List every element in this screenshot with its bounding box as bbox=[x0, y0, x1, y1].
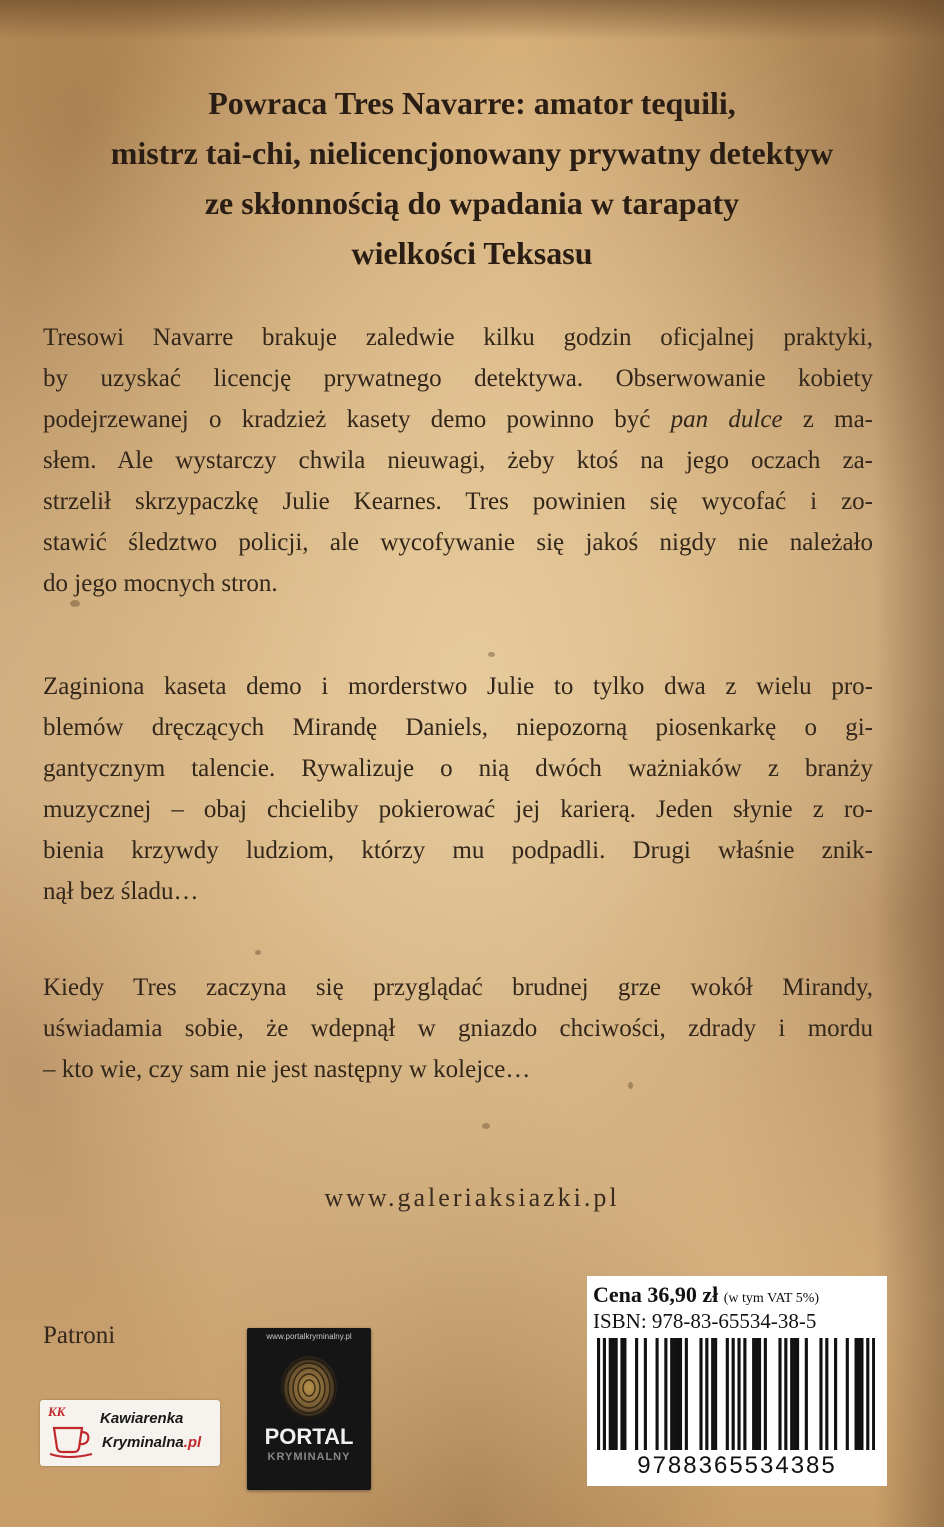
barcode-bar bbox=[866, 1338, 869, 1450]
paragraph-line: bienia krzywdy ludziom, którzy mu podpadli. Drugi właśnie znik- bbox=[43, 837, 873, 864]
portal-url: www.portalkryminalny.pl bbox=[266, 1332, 352, 1341]
kawiarenka-title: Kawiarenka bbox=[100, 1410, 184, 1427]
publisher-website: www.galeriaksiazki.pl bbox=[324, 1183, 620, 1212]
paragraph-line: do jego mocnych stron. bbox=[43, 570, 278, 597]
paragraph-line: – kto wie, czy sam nie jest następny w kolejce… bbox=[43, 1056, 531, 1083]
barcode-bar bbox=[699, 1338, 702, 1450]
paragraph-line: stawić śledztwo policji, ale wycofywanie się jakoś nigdy nie należało bbox=[43, 529, 873, 556]
paragraph-line: słem. Ale wystarczy chwila nieuwagi, żeby ktoś na jego oczach za- bbox=[43, 447, 873, 474]
stain-spot bbox=[488, 652, 495, 657]
portal-name: PORTAL bbox=[264, 1424, 354, 1449]
price: Cena 36,90 zł bbox=[593, 1282, 719, 1307]
barcode-bar bbox=[834, 1338, 837, 1450]
barcode-bar bbox=[784, 1338, 787, 1450]
barcode-bar bbox=[644, 1338, 647, 1450]
barcode-bar bbox=[855, 1338, 858, 1450]
barcode-bar bbox=[705, 1338, 708, 1450]
stain-spot bbox=[255, 950, 261, 955]
paragraph-line: Kiedy Tres zaczyna się przyglądać brudnej grze wokół Mirandy, bbox=[43, 974, 873, 1001]
paragraph-2 bbox=[43, 666, 873, 912]
barcode-bar bbox=[673, 1338, 676, 1450]
barcode-bar bbox=[597, 1338, 600, 1450]
headline-line: Powraca Tres Navarre: amator tequili, bbox=[208, 85, 736, 121]
barcode-bar bbox=[679, 1338, 682, 1450]
paragraph-line: nął bez śladu… bbox=[43, 878, 199, 905]
barcode-bar bbox=[857, 1338, 860, 1450]
kk-mark: KK bbox=[48, 1404, 66, 1419]
kawiarenka-kryminalna-logo bbox=[40, 1400, 220, 1466]
barcode-bar bbox=[612, 1338, 615, 1450]
paragraph-line: blemów dręczących Mirandę Daniels, niepozorną piosenkarkę o gi- bbox=[43, 714, 873, 741]
barcode-bar bbox=[664, 1338, 667, 1450]
barcode-bar bbox=[846, 1338, 849, 1450]
headline-line: wielkości Teksasu bbox=[351, 235, 593, 271]
kryminalna-title: Kryminalna bbox=[102, 1434, 184, 1451]
stain-spot bbox=[482, 1123, 490, 1129]
barcode-bar bbox=[676, 1338, 679, 1450]
price-line bbox=[593, 1282, 819, 1308]
headline bbox=[40, 78, 904, 278]
coffee-cup-icon bbox=[48, 1420, 96, 1458]
barcode-bar bbox=[805, 1338, 808, 1450]
barcode-bar bbox=[711, 1338, 714, 1450]
barcode-bar bbox=[656, 1338, 659, 1450]
barcode-bar bbox=[609, 1338, 612, 1450]
paragraph-3 bbox=[43, 967, 873, 1090]
barcode-bar bbox=[603, 1338, 606, 1450]
barcode-bar bbox=[825, 1338, 828, 1450]
paragraph-line: strzelił skrzypaczkę Julie Kearnes. Tres powinien się wycofać i zo- bbox=[43, 488, 873, 515]
barcode bbox=[597, 1338, 875, 1450]
kryminalna-line bbox=[102, 1434, 201, 1451]
barcode-bar bbox=[796, 1338, 799, 1450]
barcode-bar bbox=[726, 1338, 729, 1450]
barcode-bar bbox=[732, 1338, 735, 1450]
paragraph-line bbox=[43, 399, 873, 440]
paragraph-line: muzycznej – obaj chcieliby pokierować jej karierą. Jeden słynie z ro- bbox=[43, 796, 873, 823]
barcode-bar bbox=[743, 1338, 746, 1450]
fingerprint-icon bbox=[277, 1352, 341, 1422]
barcode-bar bbox=[793, 1338, 796, 1450]
barcode-bar bbox=[685, 1338, 688, 1450]
barcode-bar bbox=[752, 1338, 755, 1450]
patroni-label: Patroni bbox=[43, 1322, 116, 1349]
paragraph-line: Tresowi Navarre brakuje zaledwie kilku godzin oficjalnej praktyki, bbox=[43, 324, 873, 351]
kryminalna-domain-suffix: .pl bbox=[183, 1434, 202, 1451]
barcode-bar bbox=[790, 1338, 793, 1450]
barcode-bar bbox=[620, 1338, 623, 1450]
italic-phrase: pan dulce bbox=[670, 406, 783, 433]
price-isbn-box bbox=[587, 1276, 887, 1486]
paragraph-1 bbox=[43, 317, 873, 604]
barcode-bar bbox=[737, 1338, 740, 1450]
portal-kryminalny-logo bbox=[247, 1328, 371, 1490]
paragraph-line: Zaginiona kaseta demo i morderstwo Julie to tylko dwa z wielu pro- bbox=[43, 673, 873, 700]
barcode-bar bbox=[670, 1338, 673, 1450]
headline-line: mistrz tai-chi, nielicencjonowany prywatny detektyw bbox=[110, 135, 834, 171]
barcode-bar bbox=[819, 1338, 822, 1450]
barcode-bar bbox=[755, 1338, 758, 1450]
barcode-bar bbox=[778, 1338, 781, 1450]
barcode-digits: 9788365534385 bbox=[637, 1452, 837, 1479]
barcode-bar bbox=[623, 1338, 626, 1450]
barcode-bar bbox=[714, 1338, 717, 1450]
paragraph-line: uświadamia sobie, że wdepnął w gniazdo chciwości, zdrady i mordu bbox=[43, 1015, 873, 1042]
barcode-bar bbox=[635, 1338, 638, 1450]
barcode-bar bbox=[860, 1338, 863, 1450]
portal-subtitle: KRYMINALNY bbox=[267, 1451, 351, 1463]
barcode-bar bbox=[764, 1338, 767, 1450]
headline-line: ze skłonnością do wpadania w tarapaty bbox=[204, 185, 740, 221]
cover-top-shading bbox=[0, 0, 944, 40]
paragraph-line: by uzyskać licencję prywatnego detektywa. Obserwowanie kobiety bbox=[43, 365, 873, 392]
barcode-bar bbox=[872, 1338, 875, 1450]
barcode-bar bbox=[615, 1338, 618, 1450]
paragraph-line-part: z ma- bbox=[782, 406, 874, 433]
paragraph-line-part: podejrzewanej o kradzież kasety demo powinno być bbox=[43, 406, 671, 433]
paragraph-line: gantycznym talencie. Rywalizuje o nią dwóch ważniaków z branży bbox=[43, 755, 873, 782]
vat-note: (w tym VAT 5%) bbox=[723, 1291, 820, 1306]
barcode-bar bbox=[758, 1338, 761, 1450]
isbn: ISBN: 978-83-65534-38-5 bbox=[593, 1309, 817, 1333]
